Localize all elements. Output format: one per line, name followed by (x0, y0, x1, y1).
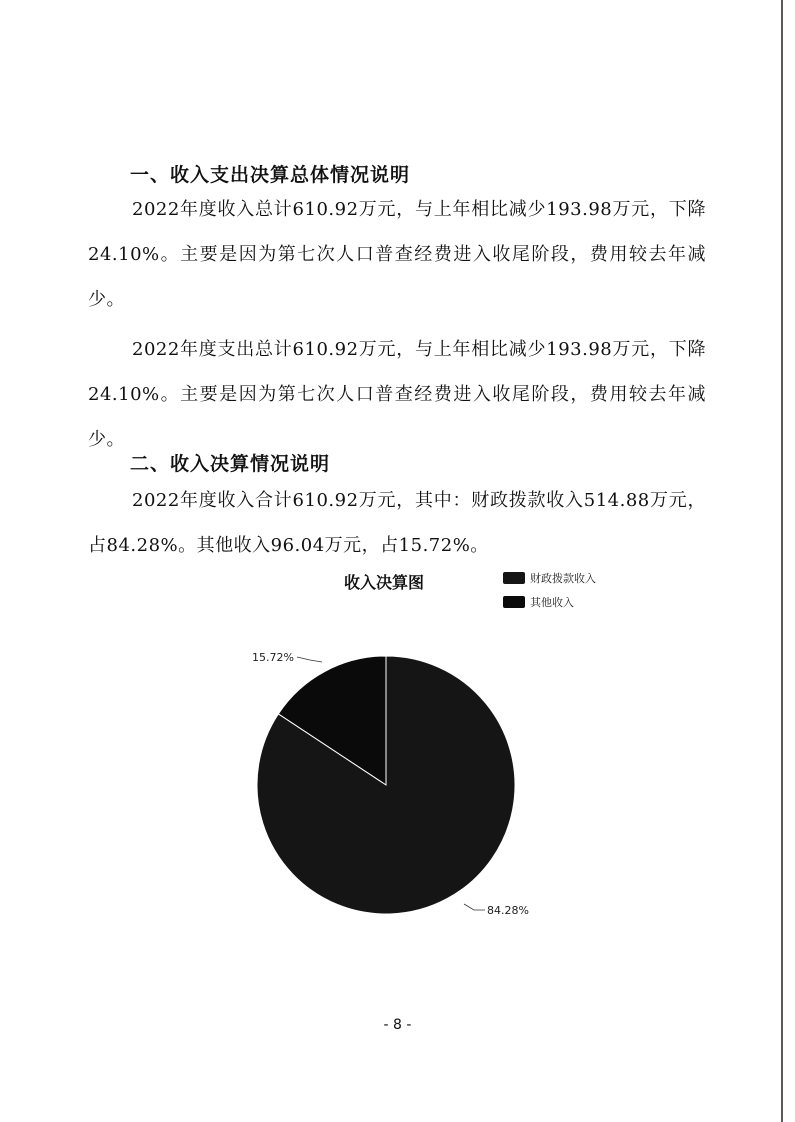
section-2-paragraph: 2022年度收入合计610.92万元，其中：财政拨款收入514.88万元，占84.28%。其他收入96.04万元，占15.72%。 (88, 490, 706, 556)
slice-label-0: 84.28% (487, 904, 529, 917)
section-1-paragraph-1: 2022年度收入总计610.92万元，与上年相比减少193.98万元，下降24.10%。主要是因为第七次人口普查经费进入收尾阶段，费用较去年减少。 (88, 199, 706, 310)
pie-slices (257, 656, 515, 914)
section-1-paragraph-2: 2022年度支出总计610.92万元，与上年相比减少193.98万元，下降24.10%。主要是因为第七次人口普查经费进入收尾阶段，费用较去年减少。 (88, 339, 706, 450)
leader-line-1 (297, 657, 322, 662)
page-number: - 8 - (383, 1017, 412, 1033)
chart-title: 收入决算图 (343, 573, 425, 592)
legend-swatch-0 (503, 572, 525, 584)
leader-line-0 (464, 904, 485, 910)
section-1-heading: 一、收入支出决算总体情况说明 (130, 164, 411, 186)
legend-label-1: 其他收入 (530, 596, 574, 609)
section-2-heading: 二、收入决算情况说明 (130, 453, 331, 475)
legend-label-0: 财政拨款收入 (530, 572, 596, 585)
income-pie-chart (0, 560, 795, 940)
slice-label-1: 15.72% (252, 651, 294, 664)
legend-swatch-1 (503, 596, 525, 608)
